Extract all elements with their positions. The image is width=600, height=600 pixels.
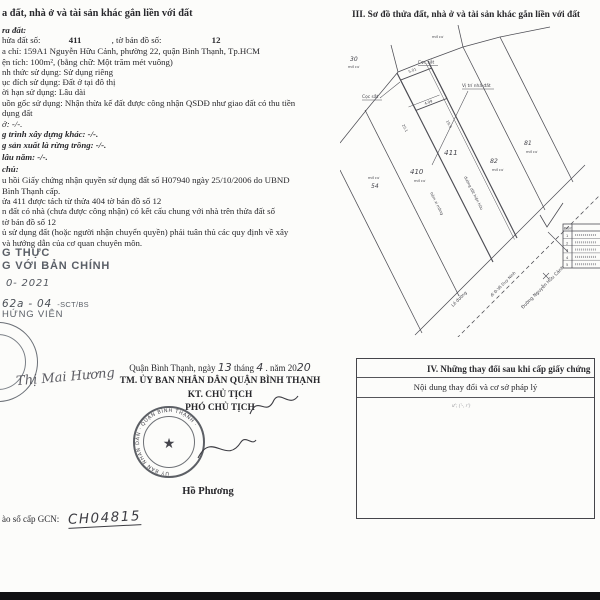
section4-subtitle: Nội dung thay đổi và cơ sở pháp lý [413, 382, 538, 392]
plot-label-30: 30 [350, 56, 358, 63]
plot-sublabel-410: mđ cư [414, 179, 426, 183]
scan-bottom-bar [0, 592, 600, 600]
plot-sublabel-30: mđ cư [348, 65, 360, 69]
kt-chairman-line: KT. CHỦ TỊCH [187, 390, 253, 400]
iron-stake-label-top: Cọc sắt [418, 60, 435, 66]
registry-label: ào sổ cấp GCN: [2, 514, 60, 524]
stamp-ring-text: ỦY BAN NHÂN DÂN · QUẬN BÌNH THẠNH · [134, 407, 199, 477]
iron-stake-label-left: Cọc sắt [362, 95, 379, 100]
year-text: . năm 20 [265, 363, 297, 373]
dim-top: 5.01 [407, 67, 418, 74]
note-line-2: Bình Thạnh cấp. [2, 186, 61, 196]
registry-handwritten-number: CH04815 [67, 508, 141, 528]
note-line-4: n đất có nhà (chưa được công nhận) có kết cấu chung với nhà trên thửa đất số [2, 206, 276, 216]
parcel-number-line [2, 35, 220, 45]
stamp-signature-flourish [196, 434, 258, 466]
dim-mid: 4.99 [423, 99, 434, 106]
section4-body [357, 398, 594, 518]
area-line: ện tích: 100m², (bằng chữ: Một trăm mét vuông) [2, 57, 173, 67]
stamp-star-icon: ★ [162, 436, 176, 452]
other-construction-line: g trình xây dựng khác: -/-. [2, 129, 99, 139]
certification-date: 0- 2021 [6, 278, 51, 289]
map-sheet-label: , tờ bản đồ số: [111, 35, 162, 45]
usage-term-line: ời hạn sử dụng: Lâu dài [2, 87, 86, 97]
plot-label-410: 410 [410, 168, 424, 176]
committee-line: TM. ỦY BAN NHÂN DÂN QUẬN BÌNH THẠNH [119, 376, 321, 386]
section4-title: IV. Những thay đổi sau khi cấp giấy chứng [427, 364, 591, 374]
certification-officer-label: HỨNG VIÊN [2, 309, 64, 320]
place-text: Quận Bình Thạnh, ngày [129, 363, 216, 373]
certification-number: 62a - 04 [2, 298, 53, 310]
section4-subheader-row [357, 378, 594, 398]
road-edge-label: Lề đường [450, 290, 469, 309]
plot-sublabel-82: mđ cư [492, 168, 504, 172]
section4-header-row [357, 359, 594, 378]
usage-origin-line2: dụng đất [2, 108, 33, 118]
dim-right: 19.9 [445, 119, 453, 129]
signer-name: Hồ Phương [182, 486, 234, 497]
approval-place-date-line [95, 361, 345, 374]
plot-sublabel-81: mđ cư [526, 150, 538, 154]
coord-row-4: 4 [566, 255, 569, 260]
parcel-number-label: hửa đất số: [2, 35, 41, 45]
address-line: a chỉ: 159A1 Nguyễn Hữu Cảnh, phường 22, quận Bình Thạnh, Tp.HCM [2, 46, 260, 56]
location-label: Vị trí nhà đất [462, 84, 491, 89]
section2-title: a đất, nhà ở và tài sản khác gắn liền với đất [2, 8, 193, 19]
coord-table-header: Điểm [563, 226, 573, 231]
registry-line [2, 510, 141, 527]
certification-line-1: G THỰC [2, 247, 51, 259]
handwritten-month: 4 [256, 361, 264, 374]
signature-flourish [248, 392, 300, 422]
plot-label-81: 81 [524, 140, 532, 147]
handwritten-year: 20 [296, 361, 311, 374]
usage-form-line: nh thức sử dụng: Sử dụng riêng [2, 67, 114, 77]
road-direction-label: đi Đ.Võ Duy Ninh [489, 270, 517, 298]
section4-table [356, 358, 595, 519]
certification-suffix: -SCT/BS [57, 300, 89, 309]
plot-label-54: 54 [371, 183, 379, 190]
usage-origin-line: uồn gốc sử dụng: Nhận thừa kế đất được công nhận QSDĐ như giao đất có thu tiền [2, 98, 296, 108]
dim-left: 20.1 [401, 123, 409, 133]
section3-title: III. Sơ đồ thửa đất, nhà ở và tài sản khác gắn liền với đất [352, 10, 581, 20]
perennial-line: lâu năm: -/-. [2, 152, 48, 162]
month-text: tháng [234, 363, 255, 373]
handwritten-day: 13 [217, 361, 232, 374]
note-line-7: và hướng dẫn của cơ quan chuyên môn. [2, 238, 143, 248]
notary-signature: Thị Mai Hương [15, 365, 116, 390]
alley-label: hẻm xi măng [429, 191, 445, 216]
forest-line: g sản xuất là rừng trồng: -/-. [2, 140, 107, 150]
note-line-1: u hồi Giấy chứng nhận quyền sử dụng đất số H07940 ngày 25/10/2006 do UBND [2, 175, 290, 185]
section2-subheading: ra đất: [2, 25, 27, 35]
coord-row-2: 2 [566, 241, 569, 246]
parcel-number-value: 411 [68, 35, 82, 45]
cadastral-sketch [340, 25, 600, 337]
coord-row-5: 5 [566, 263, 569, 268]
path-label: đường đất hiện hữu [463, 175, 485, 211]
coord-row-3: 3 [566, 248, 569, 253]
coord-row-1: 1 [566, 234, 569, 238]
faint-scribble: ư'; ('-, r') [452, 404, 471, 409]
top-sublabel: mđ cư [432, 35, 444, 39]
notes-heading: chú: [2, 164, 19, 174]
stamp-arc-text [133, 406, 205, 478]
usage-purpose-line: ục đích sử dụng: Đất ở tại đô thị [2, 77, 116, 87]
house-line: ở: -/-. [2, 119, 23, 129]
note-line-3: ửa 411 được tách từ thửa 404 tờ bản đồ số 12 [2, 196, 162, 206]
note-line-5: tờ bản đồ số 12 [2, 217, 57, 227]
road-name-label: Đường Nguyễn Hữu Cảnh [520, 265, 566, 311]
certification-line-2: G VỚI BẢN CHÍNH [2, 260, 111, 272]
plot-label-82: 82 [490, 158, 498, 165]
note-line-6: ủ sử dụng đất (hoặc người nhận chuyển quyền) phải tuân thủ các quy định về xây [2, 227, 289, 237]
vice-chairman-line: PHÓ CHỦ TỊCH [185, 403, 255, 413]
map-sheet-value: 12 [211, 35, 221, 45]
plot-sublabel-54: mđ cư [368, 176, 380, 180]
plot-label-411: 411 [444, 148, 458, 157]
